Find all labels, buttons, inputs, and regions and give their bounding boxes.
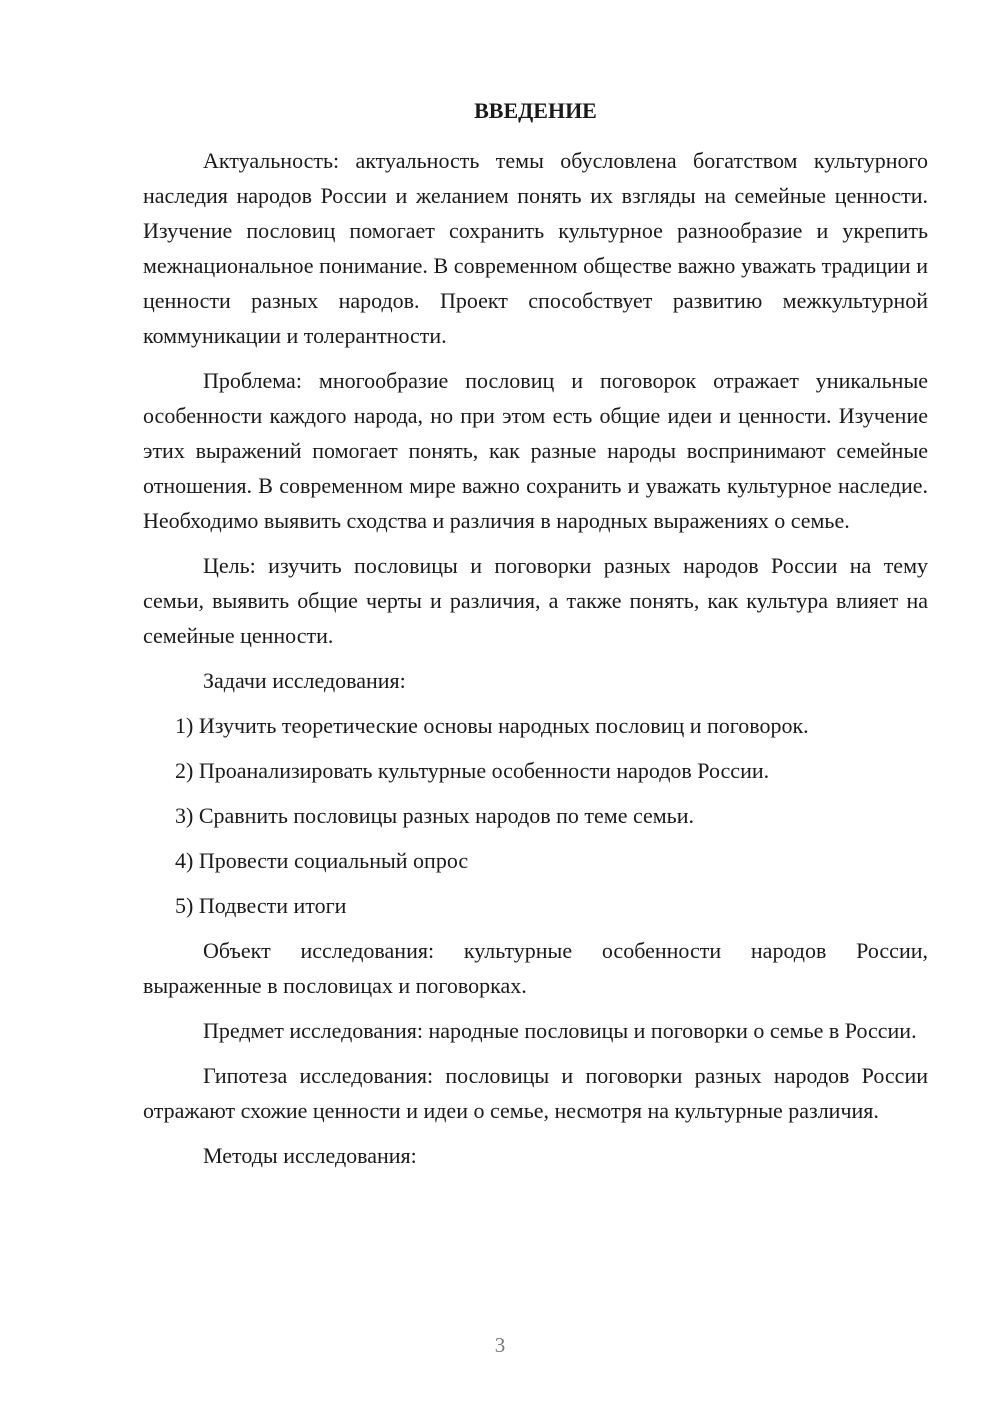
list-item: 1) Изучить теоретические основы народных пословиц и поговорок. xyxy=(175,713,809,738)
relevance-paragraph: Актуальность: актуальность темы обусловлена богатством культурного наследия народов России и желанием понять их взгляды на семейные ценности. Изучение пословиц помогает сохранить культурное разнообразие и укрепить межнациональное понимание. В современном обществе важно уважать традиции и ценности разных народов. Проект способствует развитию межкультурной коммуникации и толерантности. xyxy=(143,148,928,348)
problem-paragraph: Проблема: многообразие пословиц и поговорок отражает уникальные особенности каждого народа, но при этом есть общие идеи и ценности. Изучение этих выражений помогает понять, как разные народы воспринимают семейные отношения. В современном мире важно сохранить и уважать культурное наследие. Необходимо выявить сходства и различия в народных выражениях о семье. xyxy=(143,368,928,533)
section-title: ВВЕДЕНИЕ xyxy=(474,98,597,123)
goal-paragraph: Цель: изучить пословицы и поговорки разных народов России на тему семьи, выявить общие черты и различия, а также понять, как культура влияет на семейные ценности. xyxy=(143,553,928,648)
page-number: 3 xyxy=(494,1333,506,1357)
hypothesis-paragraph: Гипотеза исследования: пословицы и поговорки разных народов России отражают схожие ценности и идеи о семье, несмотря на культурные различия. xyxy=(143,1063,928,1123)
list-item: 3) Сравнить пословицы разных народов по теме семьи. xyxy=(175,803,694,828)
document-page xyxy=(143,96,928,1183)
tasks-list xyxy=(143,708,928,923)
list-item: 4) Провести социальный опрос xyxy=(175,848,469,873)
list-item: 5) Подвести итоги xyxy=(175,893,347,918)
object-paragraph: Объект исследования: культурные особенности народов России, выраженные в пословицах и поговорках. xyxy=(143,938,928,998)
subject-paragraph: Предмет исследования: народные пословицы и поговорки о семье в России. xyxy=(203,1018,917,1043)
list-item: 2) Проанализировать культурные особенности народов России. xyxy=(175,758,770,783)
tasks-heading: Задачи исследования: xyxy=(203,668,406,693)
methods-heading: Методы исследования: xyxy=(203,1143,417,1168)
